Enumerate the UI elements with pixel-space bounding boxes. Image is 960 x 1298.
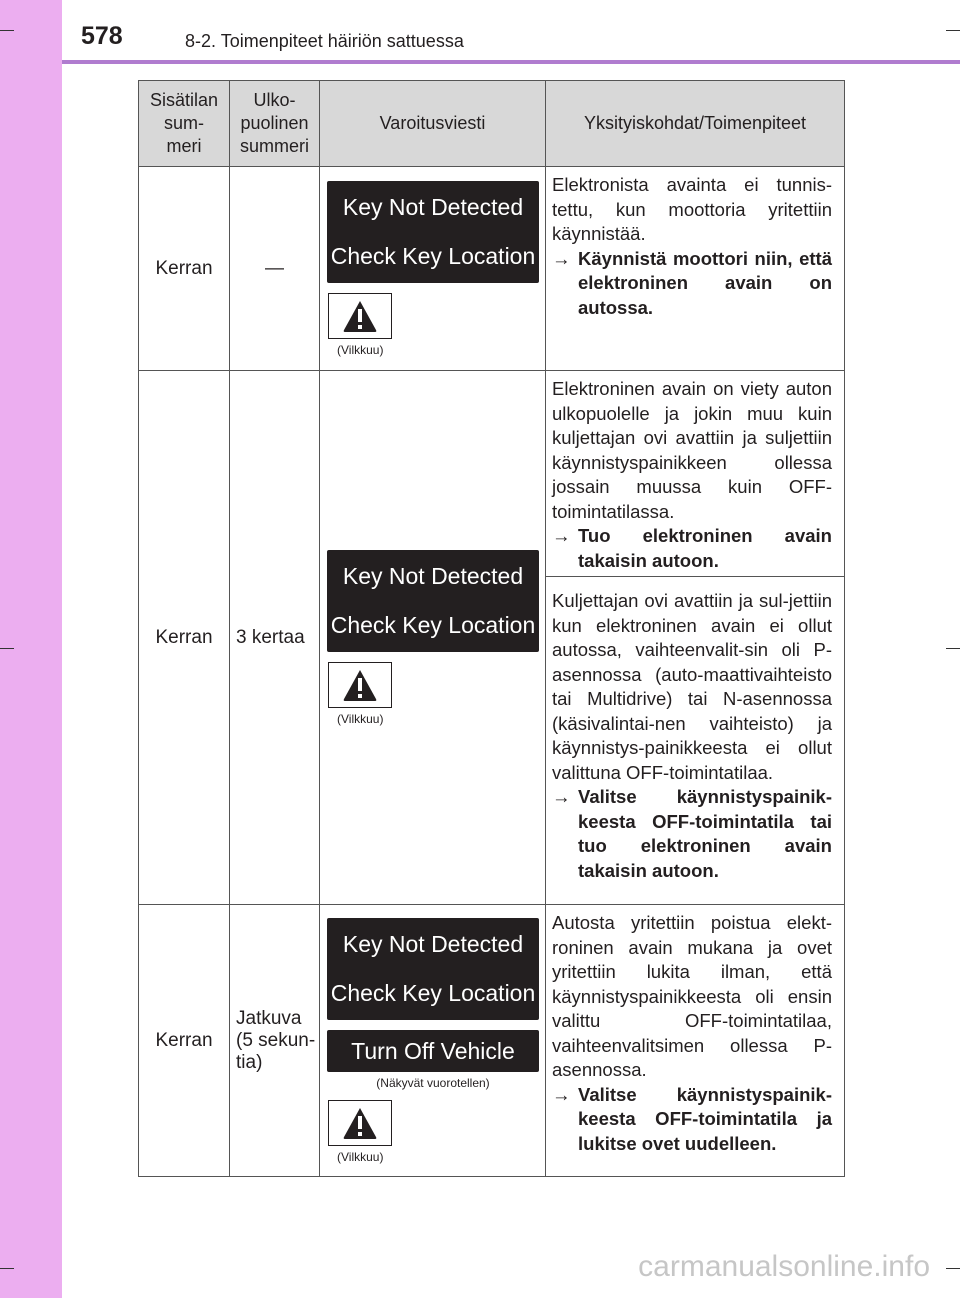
table-header-row <box>139 81 845 167</box>
action-item: → Valitse käynnistyspainik-keesta OFF-toimintatila ja lukitse ovet uudelleen. <box>552 1083 832 1157</box>
warning-triangle-icon <box>328 293 392 339</box>
multi-info-display: Key Not Detected Check Key Location <box>327 181 539 283</box>
blink-caption: (Vilkkuu) <box>337 1149 384 1164</box>
action-item: → Tuo elektroninen avain takaisin autoon. <box>552 524 832 573</box>
arrow-icon: → <box>552 1083 571 1105</box>
blink-caption: (Vilkkuu) <box>337 711 384 726</box>
crop-mark <box>0 1268 14 1269</box>
crop-mark <box>0 30 14 31</box>
page-number: 578 <box>81 22 123 50</box>
table-row <box>139 905 845 1177</box>
action-item: → Valitse käynnistyspainik-keesta OFF-toimintatila tai tuo elektroninen avain takaisin autoon. <box>552 785 832 883</box>
warning-message-cell <box>320 905 546 1177</box>
exterior-buzzer-cell: 3 kertaa <box>230 371 320 905</box>
details-cell: Elektroninen avain on viety auton ulkopuolelle ja jokin muu kuin kuljettajan ovi avattiin ja suljettiin käynnistyspainikkeen ollessa jossain muussa kuin OFF-toimintatilassa. → Tuo elektroninen avain takaisin autoon. <box>546 371 845 577</box>
arrow-icon: → <box>552 786 571 807</box>
warning-message-cell <box>320 167 546 371</box>
action-item: → Käynnistä moottori niin, että elektroninen avain on autossa. <box>552 247 832 321</box>
warning-message-cell <box>320 371 546 905</box>
alternate-caption: (Näkyvät vuorotellen) <box>376 1075 490 1090</box>
header-details: Yksityiskohdat/Toimenpiteet <box>546 81 845 167</box>
header-divider <box>62 60 960 64</box>
watermark: carmanualsonline.info <box>638 1250 930 1283</box>
table-row <box>139 167 845 371</box>
crop-mark <box>946 1268 960 1269</box>
warning-message-table <box>138 80 845 1177</box>
interior-buzzer-cell: Kerran <box>139 905 230 1177</box>
interior-buzzer-cell: Kerran <box>139 371 230 905</box>
blink-caption: (Vilkkuu) <box>337 342 384 357</box>
multi-info-display: Key Not Detected Check Key Location <box>327 550 539 652</box>
warning-triangle-icon <box>328 662 392 708</box>
header-interior-buzzer: Sisätilan sum- meri <box>139 81 230 167</box>
crop-mark <box>946 30 960 31</box>
multi-info-display: Key Not Detected Check Key Location <box>327 918 539 1020</box>
chapter-title: 8-2. Toimenpiteet häiriön sattuessa <box>185 31 464 51</box>
table-row <box>139 371 845 577</box>
turn-off-vehicle-display: Turn Off Vehicle <box>327 1030 539 1072</box>
interior-buzzer-cell: Kerran <box>139 167 230 371</box>
exterior-buzzer-cell: — <box>230 167 320 371</box>
warning-triangle-icon <box>328 1100 392 1146</box>
side-color-band <box>0 0 62 1298</box>
arrow-icon: → <box>552 525 571 546</box>
crop-mark <box>0 648 14 649</box>
details-cell: Kuljettajan ovi avattiin ja sul-jettiin kun elektroninen avain ei ollut autossa, vaihteenvalit-sin oli P-asennossa (auto-maattivaihteisto tai Multidrive) tai N-asennossa (käsivalintai-nen vaihteisto) ja käynnistys-painikkeesta ei ollut valittuna OFF-toimintatilaa. → Valitse käynnistyspainik-keesta OFF-toimintatila tai tuo elektroninen avain takaisin autoon. <box>546 577 845 905</box>
arrow-icon: → <box>552 247 571 269</box>
details-cell: Elektronista avainta ei tunnis-tettu, kun moottoria yritettiin käynnistää. → Käynnistä moottori niin, että elektroninen avain on autossa. <box>546 167 845 371</box>
details-cell: Autosta yritettiin poistua elekt-roninen avain mukana ja ovet yritettiin lukita ilman, että käynnistyspainikkeesta oli ensin valittu OFF-toimintatilaa, vaihteenvalitsimen ollessa P-asennossa. → Valitse käynnistyspainik-keesta OFF-toimintatila ja lukitse ovet uudelleen. <box>546 905 845 1177</box>
exterior-buzzer-cell: Jatkuva (5 sekun-tia) <box>230 905 320 1177</box>
header-warning-message: Varoitusviesti <box>320 81 546 167</box>
header-exterior-buzzer: Ulko- puolinen summeri <box>230 81 320 167</box>
crop-mark <box>946 648 960 649</box>
